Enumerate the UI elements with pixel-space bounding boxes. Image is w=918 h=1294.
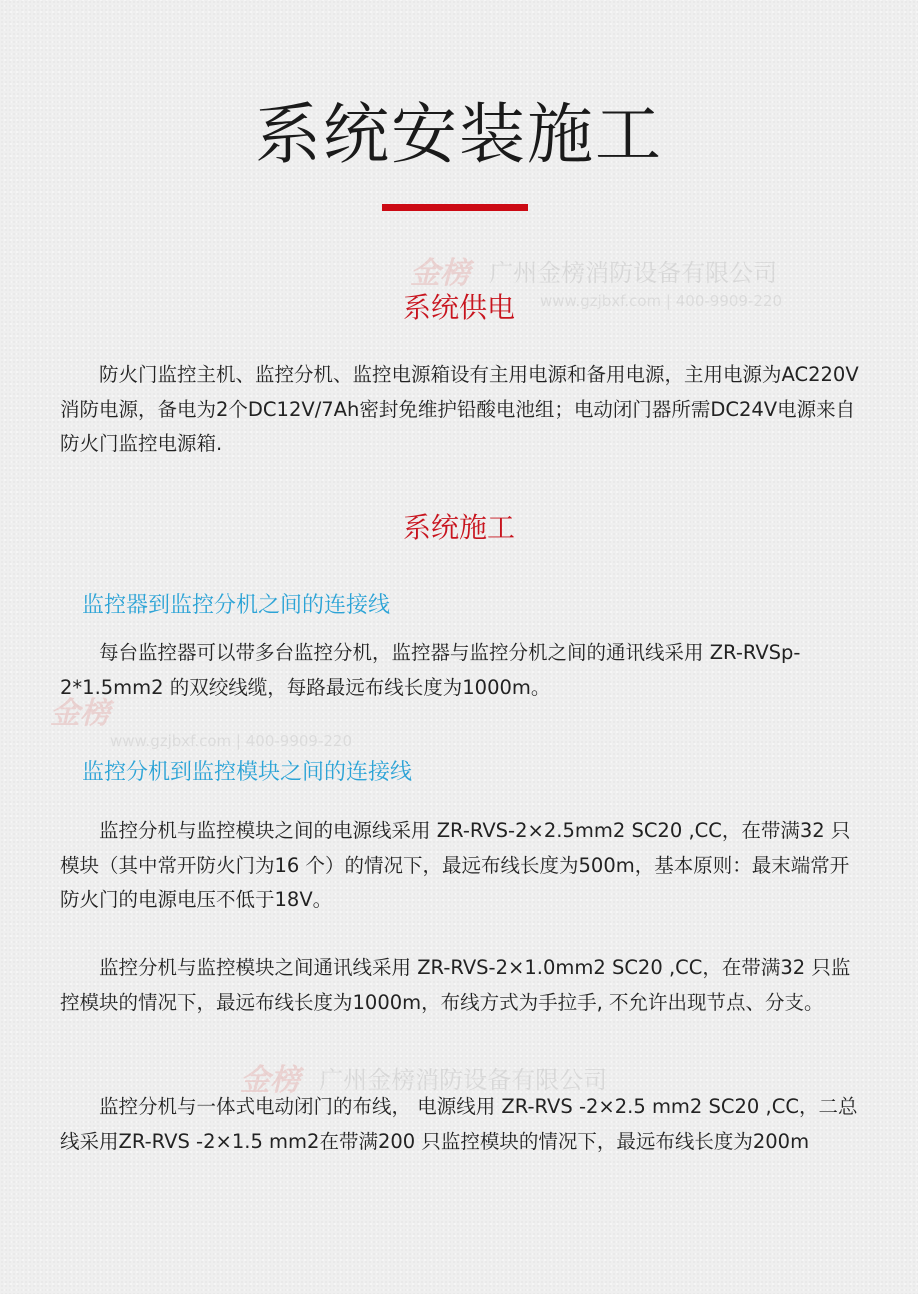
power-paragraph: 防火门监控主机、监控分机、监控电源箱设有主用电源和备用电源，主用电源为AC220V消防电源，备电为2个DC12V/7Ah密封免维护铅酸电池组；电动闭门器所需DC24V电源来自防火门监控电源箱. xyxy=(60,363,859,455)
sub-heading-subunit-to-module: 监控分机到监控模块之间的连接线 xyxy=(82,760,413,785)
controller-to-subunit-paragraph: 每台监控器可以带多台监控分机，监控器与监控分机之间的通讯线采用 ZR-RVSp-2*1.5mm2 的双绞线缆，每路最远布线长度为1000m。 xyxy=(60,641,801,699)
watermark-logo: 金榜 xyxy=(410,256,470,291)
watermark-url: www.gzjbxf.com | 400-9909-220 xyxy=(110,732,352,750)
power-section-heading: 系统供电 xyxy=(402,291,515,324)
power-cable-paragraph: 监控分机与监控模块之间的电源线采用 ZR-RVS-2×2.5mm2 SC20 ,CC，在带满32 只模块（其中常开防火门为16 个）的情况下，最远布线长度为500m，基本原则：最末端常开防火门的电源电压不低于18V。 xyxy=(60,819,851,911)
title-underline xyxy=(382,204,528,211)
watermark-logo: 金榜 xyxy=(240,1063,300,1098)
watermark-logo: 金榜 xyxy=(50,696,110,731)
watermark-url: www.gzjbxf.com | 400-9909-220 xyxy=(540,292,782,310)
sub-heading-controller-to-subunit: 监控器到监控分机之间的连接线 xyxy=(82,593,391,618)
communication-cable-paragraph: 监控分机与监控模块之间通讯线采用 ZR-RVS-2×1.0mm2 SC20 ,CC，在带满32 只监控模块的情况下，最远布线长度为1000m，布线方式为手拉手, 不允许出现节点、分支。 xyxy=(60,956,851,1014)
door-closer-wiring-paragraph: 监控分机与一体式电动闭门的布线， 电源线用 ZR-RVS -2×2.5 mm2 SC20 ,CC，二总线采用ZR-RVS -2×1.5 mm2在带满200 只监控模块的情况下，最远布线长度为200m xyxy=(60,1095,858,1153)
watermark-company: 广州金榜消防设备有限公司 xyxy=(489,258,778,287)
page-title: 系统安装施工 xyxy=(255,96,663,173)
construction-section-heading: 系统施工 xyxy=(402,511,515,544)
watermark-company: 广州金榜消防设备有限公司 xyxy=(319,1065,608,1094)
